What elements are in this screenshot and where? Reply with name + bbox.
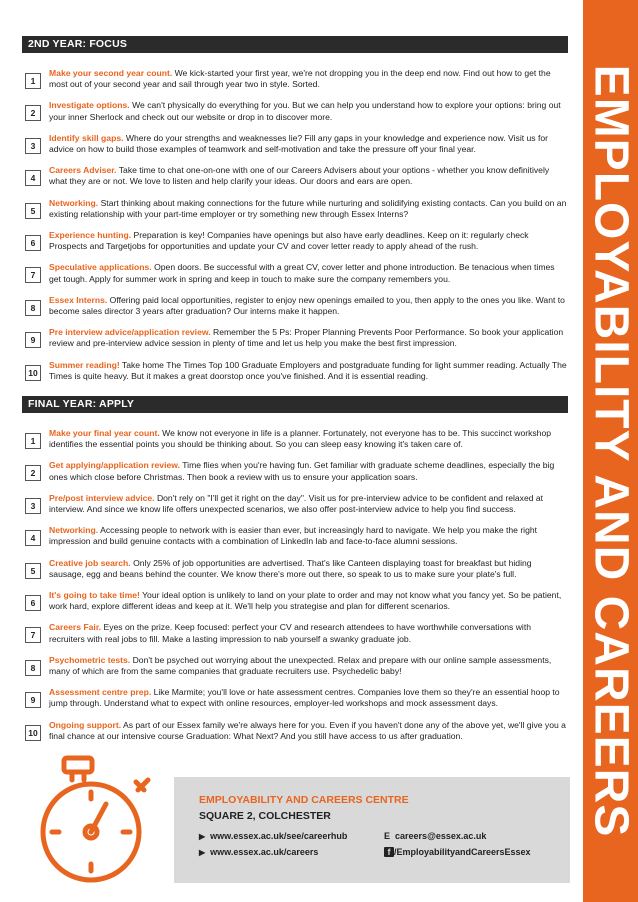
item-title: Investigate options. (49, 100, 130, 111)
item-body: Your ideal option is unlikely to land on your plate to order and may not know what you fancy yet. So be patient, work hard, explore different ideas and keep at it. We'll help you strategise and plan for different scenarios. (49, 589, 562, 612)
item-body: As part of our Essex family we're always here for you. Even if you haven't done any of the above yet, we'll give you a final chance at our intensive course Graduation: What Next? And you still have access to us after graduation. (49, 719, 566, 741)
item-number: 2 (25, 105, 41, 121)
item-body: Time flies when you're having fun. Get familiar with graduate scheme deadlines, especially the big ones which close before Christmas. Then book a review with us to ensure your application soars. (49, 460, 555, 482)
item-title: Assessment centre prep. (49, 687, 152, 698)
item-title: Creative job search. (49, 557, 131, 568)
item-text (49, 165, 568, 188)
item-number: 6 (25, 235, 41, 251)
item-text (49, 428, 568, 451)
stopwatch-icon (26, 752, 161, 887)
item-number: 8 (25, 660, 41, 676)
list-item (22, 161, 568, 193)
item-number: 6 (25, 595, 41, 611)
list-item (22, 129, 568, 161)
sidebar-banner (583, 0, 638, 902)
item-title: Networking. (49, 525, 99, 536)
item-number: 3 (25, 498, 41, 514)
item-body: Only 25% of job opportunities are advertised. That's like Canteen displaying toast for breakfast but hiding sausage, egg and beans behind the counter. We know there's more out there, so speak to us to make sure your plate's full. (49, 557, 532, 579)
item-text (49, 198, 568, 221)
item-number: 5 (25, 563, 41, 579)
item-title: Pre interview advice/application review. (49, 327, 211, 338)
item-number: 1 (25, 433, 41, 449)
item-title: Pre/post interview advice. (49, 492, 155, 503)
item-title: Make your second year count. (49, 68, 173, 78)
item-number: 3 (25, 138, 41, 154)
list-item (22, 291, 568, 323)
item-title: Essex Interns. (49, 294, 108, 305)
final-year-list (22, 424, 568, 748)
item-text (49, 558, 568, 581)
facebook-text: /EmployabilityandCareersEssex (394, 847, 531, 857)
play-arrow-icon: ▶ (199, 832, 206, 841)
item-text (49, 295, 568, 318)
careerhub-link-text: www.essex.ac.uk/see/careerhub (210, 831, 348, 841)
list-item (22, 554, 568, 586)
email-link[interactable] (384, 831, 486, 841)
careerhub-link[interactable] (199, 831, 347, 841)
item-text (49, 687, 568, 710)
item-number: 10 (25, 725, 41, 741)
item-text (49, 622, 568, 645)
list-item (22, 586, 568, 618)
item-text (49, 525, 568, 548)
item-body: Remember the 5 Ps: Proper Planning Prevents Poor Performance. So book your application review and pre-interview advice session in plenty of time and let us help you make the best first impression. (49, 327, 564, 349)
list-item (22, 651, 568, 683)
email-text: careers@essex.ac.uk (395, 831, 487, 841)
list-item (22, 521, 568, 553)
section-header-final-year: FINAL YEAR: APPLY (22, 396, 568, 413)
item-title: Speculative applications. (49, 262, 152, 273)
contact-footer (174, 777, 570, 883)
item-body: Where do your strengths and weaknesses lie? Fill any gaps in your knowledge and experience now. Visit us for advice on how to build those examples of teamwork and self-motivation and take the pressure off your final year. (49, 132, 549, 155)
item-body: Start thinking about making connections for the future while nurturing and solidifying existing contacts. Can you build on an existing relationship with your part-time employer or try something new through Essex Interns? (49, 197, 567, 219)
item-number: 10 (25, 365, 41, 381)
item-number: 5 (25, 203, 41, 219)
item-body: Don't rely on "I'll get it right on the day". Visit us for pre-interview advice to be confident and relaxed at interview. And since we know life offers unexpected scenarios, we also offer post-interview advice to help you find success. (49, 492, 544, 515)
item-body: Take time to chat one-on-one with one of our Careers Advisers about your options - whether you know definitively what they are or not. We love to listen and help clarify your ideas. Our doors and ears are open. (49, 165, 550, 187)
item-title: Ongoing support. (49, 719, 122, 730)
list-item (22, 424, 568, 456)
facebook-link[interactable] (384, 847, 531, 857)
item-text (49, 590, 568, 613)
item-body: Accessing people to network with is easier than ever, but increasingly hard to navigate. We help you make the right impression and build genuine contacts with a combination of LinkedIn lab and face-to-face alumni sessions. (49, 525, 538, 547)
item-title: Summer reading! (49, 359, 120, 370)
item-title: Get applying/application review. (49, 460, 181, 471)
footer-title: EMPLOYABILITY AND CAREERS CENTRE (199, 794, 409, 806)
item-text (49, 133, 568, 156)
item-title: Experience hunting. (49, 229, 132, 240)
item-text (49, 68, 568, 91)
item-body: We can't physically do everything for you. But we can help you understand how to explore your options: bring out your inner Sherlock and check out our website or drop in to discover more. (49, 100, 561, 122)
list-item (22, 96, 568, 128)
list-item (22, 258, 568, 290)
item-title: Careers Adviser. (49, 165, 117, 176)
item-number: 8 (25, 300, 41, 316)
item-text (49, 230, 568, 253)
list-item (22, 64, 568, 96)
second-year-section (22, 36, 568, 388)
item-number: 9 (25, 332, 41, 348)
item-number: 2 (25, 465, 41, 481)
item-text (49, 327, 568, 350)
careers-link[interactable] (199, 847, 318, 857)
list-item (22, 194, 568, 226)
careers-link-text: www.essex.ac.uk/careers (210, 847, 319, 857)
item-body: Preparation is key! Companies have openings but also have early deadlines. Keep on it: regularly check Prospects and Targetjobs for opportunities and update your CV and cover letter ready to apply ahead of the rush. (49, 229, 529, 252)
item-number: 1 (25, 73, 41, 89)
item-title: Psychometric tests. (49, 654, 131, 665)
list-item (22, 489, 568, 521)
second-year-list (22, 64, 568, 388)
item-body: Eyes on the prize. Keep focused: perfect your CV and research attendees to have worthwhile conversations with recruiters with real jobs to fill. Make a lasting impression to nab yourself a swanky graduate job. (49, 622, 532, 644)
footer-location: SQUARE 2, COLCHESTER (199, 810, 331, 822)
item-number: 4 (25, 530, 41, 546)
list-item (22, 683, 568, 715)
item-title: Networking. (49, 197, 99, 208)
item-text (49, 100, 568, 123)
item-text (49, 360, 568, 383)
item-body: Open doors. Be successful with a great CV, cover letter and phone introduction. Be tenacious when times get tough. Apply for summer work in spring and keep in touch to make sure the company remembers you. (49, 262, 555, 284)
item-text (49, 655, 568, 678)
item-body: Offering paid local opportunities, register to enjoy new openings emailed to you, then apply to the ones you like. Want to become sales director 3 years after graduation? Our interns make it happen. (49, 294, 565, 317)
section-header-second-year: 2ND YEAR: FOCUS (22, 36, 568, 53)
list-item (22, 356, 568, 388)
item-number: 9 (25, 692, 41, 708)
list-item (22, 716, 568, 748)
item-title: Make your final year count. (49, 428, 160, 438)
list-item (22, 456, 568, 488)
list-item (22, 618, 568, 650)
list-item (22, 323, 568, 355)
play-arrow-icon: ▶ (199, 848, 206, 857)
email-label: E (384, 831, 391, 841)
sidebar-title: EMPLOYABILITY AND CAREERS (584, 64, 637, 838)
item-body: Like Marmite; you'll love or hate assessment centres. Companies love them so they're an essential hoop to jump through. Understand what to expect with online resources, employer-led workshops and mock assessment days. (49, 687, 560, 709)
item-title: Identify skill gaps. (49, 132, 124, 143)
facebook-icon: f (384, 847, 394, 857)
item-title: It's going to take time! (49, 589, 140, 600)
item-text (49, 493, 568, 516)
item-text (49, 720, 568, 743)
final-year-section (22, 396, 568, 748)
list-item (22, 226, 568, 258)
item-number: 7 (25, 627, 41, 643)
item-body: We know not everyone in life is a planner. Fortunately, not everyone has to be. This succinct workshop identifies the essential points you should be thinking about. So you can sleep easy knowing it's taken care of. (49, 428, 552, 450)
item-body: Don't be psyched out worrying about the unexpected. Relax and prepare with our online sample assessments, many of which are from the same companies that graduate recruiters use. Psychedelic baby! (49, 654, 552, 677)
item-text (49, 262, 568, 285)
item-number: 4 (25, 170, 41, 186)
item-number: 7 (25, 267, 41, 283)
item-body: Take home The Times Top 100 Graduate Employers and postgraduate funding for light summer reading. Actually The Times is quite heavy. But it makes a great doorstop once you've finished. And it is essential reading. (49, 359, 567, 381)
item-title: Careers Fair. (49, 622, 102, 633)
item-body: We kick-started your first year, we're not dropping you in the deep end now. Find out how to get the most out of your second year and sail through year two in style. Sorted. (49, 68, 551, 90)
item-text (49, 460, 568, 483)
